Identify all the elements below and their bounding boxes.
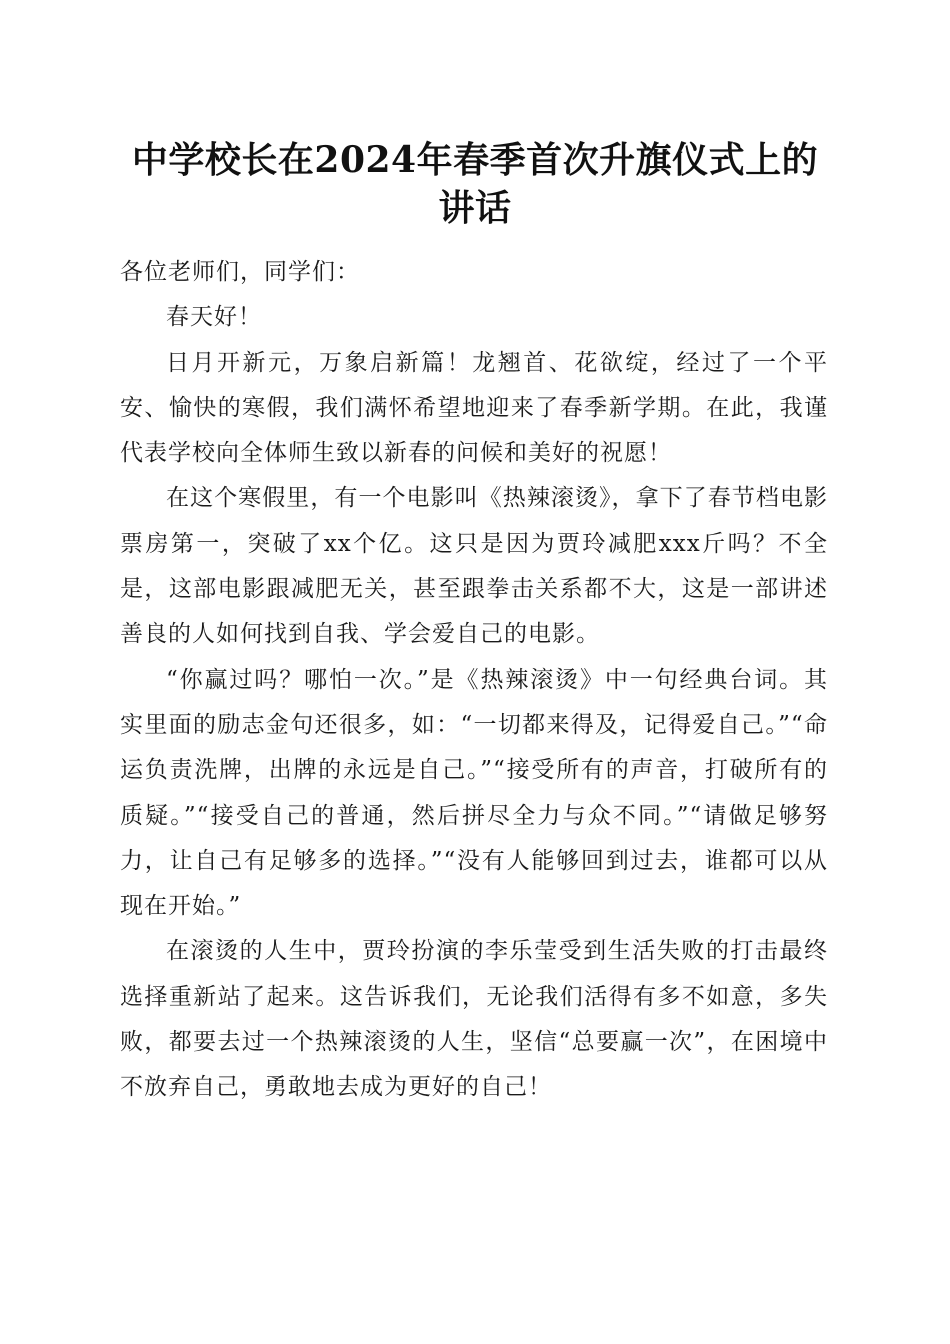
paragraph-movie: 在这个寒假里，有一个电影叫《热辣滚烫》，拿下了春节档电影票房第一，突破了xx个亿。这只是因为贾玲减肥xxx斤吗？不全是，这部电影跟减肥无关，甚至跟拳击关系都不大，这是一部讲述善良的人如何找到自我、学会爱自己的电影。 <box>120 485 828 648</box>
salutation: 各位老师们，同学们： <box>120 259 360 285</box>
paragraph-new-semester: 日月开新元，万象启新篇！龙翘首、花欲绽，经过了一个平安、愉快的寒假，我们满怀希望地迎来了春季新学期。在此，我谨代表学校向全体师生致以新春的问候和美好的祝愿！ <box>120 349 828 467</box>
paragraph-greeting: 春天好！ <box>166 304 262 331</box>
document-body <box>120 250 828 1111</box>
paragraph-quotes: “你赢过吗？哪怕一次。”是《热辣滚烫》中一句经典台词。其实里面的励志金句还很多，如：“一切都来得及，记得爱自己。”“命运负责洗牌，出牌的永远是自己。”“接受所有的声音，打破所有的质疑。”“接受自己的普通，然后拼尽全力与众不同。”“请做足够努力，让自己有足够多的选择。”“没有人能够回到过去，谁都可以从现在开始。” <box>120 666 828 920</box>
paragraph-conclusion: 在滚烫的人生中，贾玲扮演的李乐莹受到生活失败的打击最终选择重新站了起来。这告诉我们，无论我们活得有多不如意，多失败，都要去过一个热辣滚烫的人生，坚信“总要赢一次”，在困境中不放弃自己，勇敢地去成为更好的自己！ <box>120 938 828 1101</box>
document-title: 中学校长在2024年春季首次升旗仪式上的讲话 <box>131 139 819 229</box>
